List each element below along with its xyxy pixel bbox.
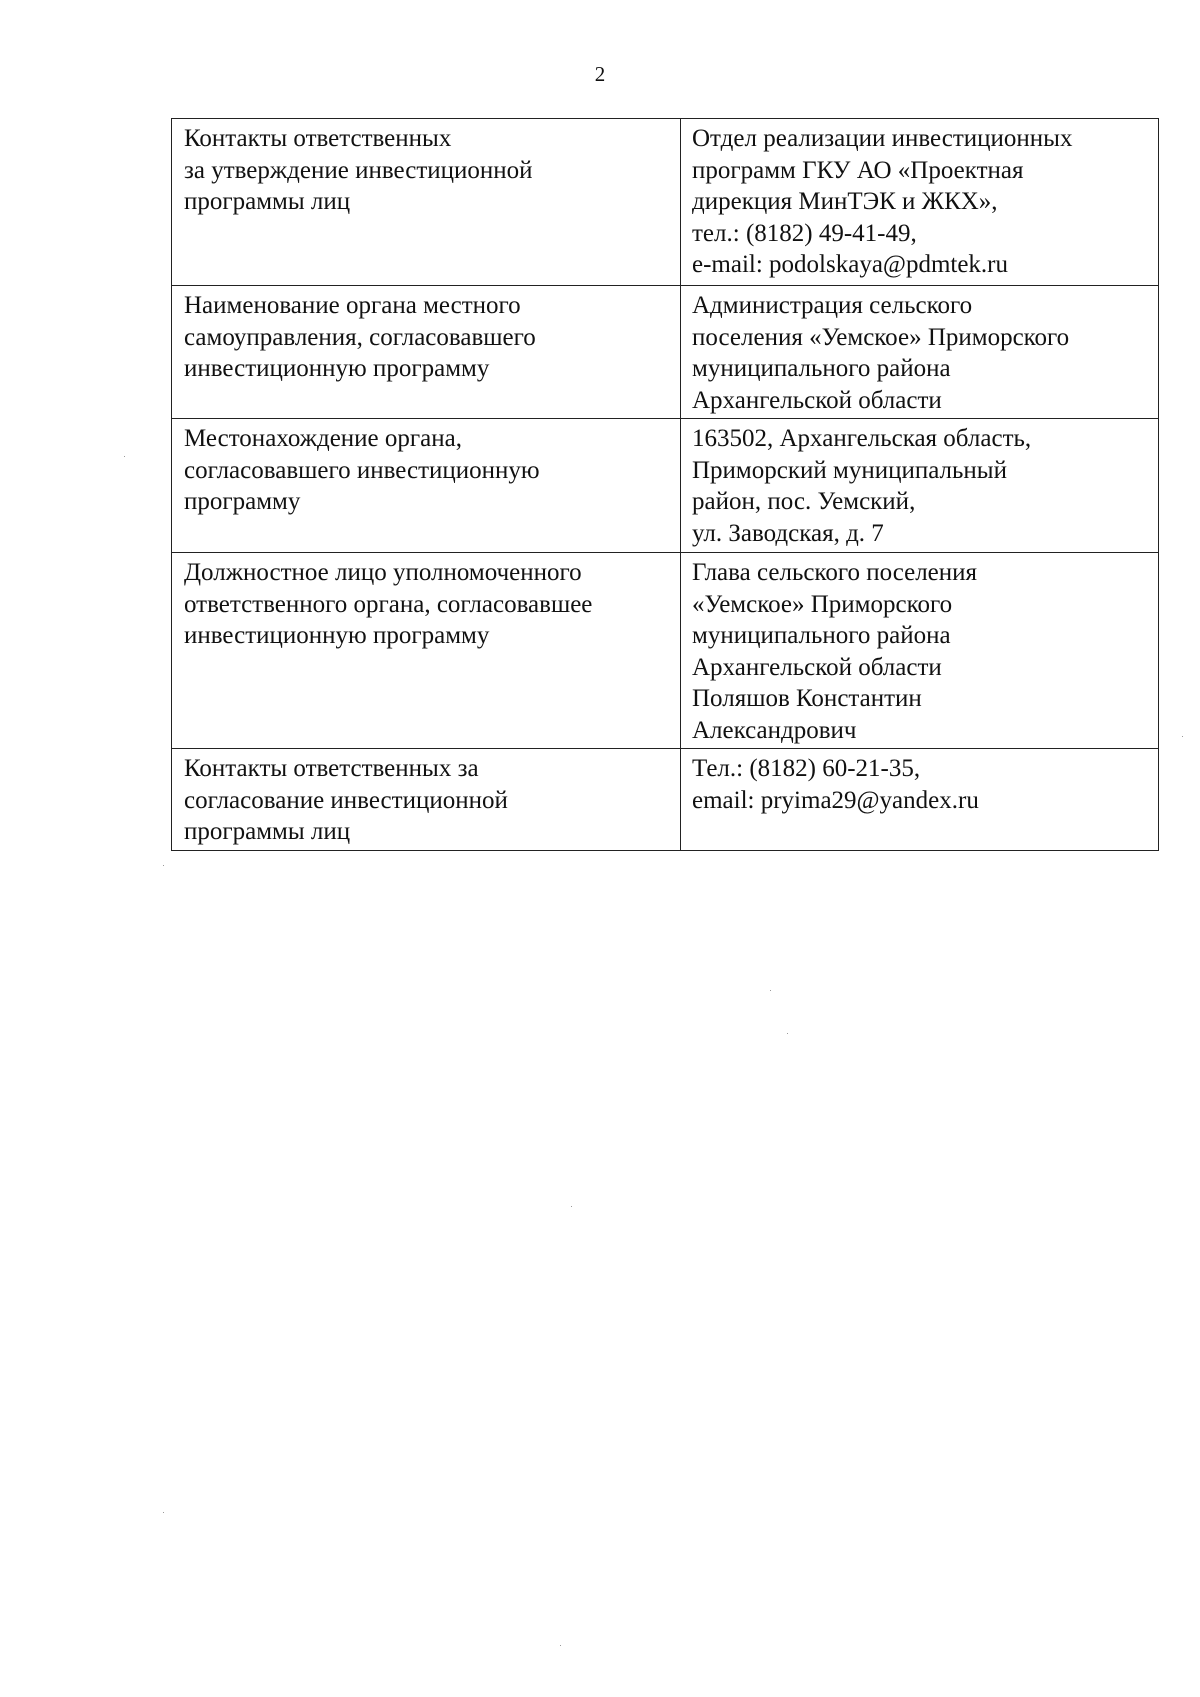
cell-line: «Уемское» Приморского <box>692 590 953 618</box>
cell-line: 163502, Архангельская область, <box>692 425 1032 452</box>
cell-line: тел.: (8182) 49-41-49, <box>692 219 917 247</box>
scan-speck <box>1182 736 1183 737</box>
scan-speck <box>124 456 125 457</box>
cell-line: Наименование органа местного <box>184 292 521 319</box>
table-cell-value <box>681 419 1159 553</box>
scan-speck <box>560 1645 561 1646</box>
cell-line: Приморский муниципальный <box>692 456 1007 484</box>
cell-line: программы лиц <box>184 818 351 845</box>
scan-speck <box>163 1512 164 1513</box>
cell-line: программ ГКУ АО «Проектная <box>692 156 1024 184</box>
cell-line: муниципального района <box>692 622 951 649</box>
table-cell-label <box>172 553 681 749</box>
email-text: e-mail: podolskaya@pdmtek.ru <box>692 251 1009 278</box>
email-text: email: pryima29@yandex.ru <box>692 786 979 814</box>
cell-line: ул. Заводская, д. 7 <box>692 519 884 547</box>
cell-line: инвестиционную программу <box>184 622 490 649</box>
cell-line: дирекция МинТЭК и ЖКХ», <box>692 188 998 215</box>
table-row <box>172 749 1159 851</box>
table-cell-value <box>681 286 1159 419</box>
page-number: 2 <box>594 62 606 86</box>
cell-line: инвестиционную программу <box>184 355 490 382</box>
cell-line: Александрович <box>692 716 857 744</box>
cell-line: Архангельской области <box>692 653 942 681</box>
cell-line: Должностное лицо уполномоченного <box>184 559 582 586</box>
table-cell-label <box>172 749 681 851</box>
cell-line: Местонахождение органа, <box>184 425 462 452</box>
cell-line: программы лиц <box>184 188 351 215</box>
cell-line: Контакты ответственных <box>184 125 452 152</box>
cell-line: Тел.: (8182) 60-21-35, <box>692 755 921 782</box>
cell-line: за утверждение инвестиционной <box>184 156 533 184</box>
table-cell-value <box>681 749 1159 851</box>
table-row <box>172 119 1159 286</box>
cell-line: Отдел реализации инвестиционных <box>692 125 1073 152</box>
scan-speck <box>770 990 771 991</box>
table-row <box>172 286 1159 419</box>
cell-line: Архангельской области <box>692 386 942 414</box>
cell-line: Поляшов Константин <box>692 685 922 712</box>
scan-speck <box>163 865 164 866</box>
cell-line: ответственного органа, согласовавшее <box>184 590 593 618</box>
cell-line: Администрация сельского <box>692 292 973 319</box>
cell-line: район, пос. Уемский, <box>692 488 916 515</box>
info-table <box>171 118 1159 851</box>
table-row <box>172 419 1159 553</box>
table-cell-value <box>681 119 1159 286</box>
scan-speck <box>787 1033 788 1034</box>
scan-speck <box>571 1206 572 1207</box>
cell-line: самоуправления, согласовавшего <box>184 323 536 351</box>
cell-line: Глава сельского поселения <box>692 559 978 586</box>
table-cell-label <box>172 286 681 419</box>
table-cell-label <box>172 419 681 553</box>
cell-line: поселения «Уемское» Приморского <box>692 323 1070 351</box>
cell-line: согласование инвестиционной <box>184 786 508 814</box>
cell-line: программу <box>184 488 301 515</box>
table-cell-value <box>681 553 1159 749</box>
cell-line: Контакты ответственных за <box>184 755 479 782</box>
table-row <box>172 553 1159 749</box>
table-cell-label <box>172 119 681 286</box>
cell-line: согласовавшего инвестиционную <box>184 456 540 484</box>
cell-line: муниципального района <box>692 355 951 382</box>
